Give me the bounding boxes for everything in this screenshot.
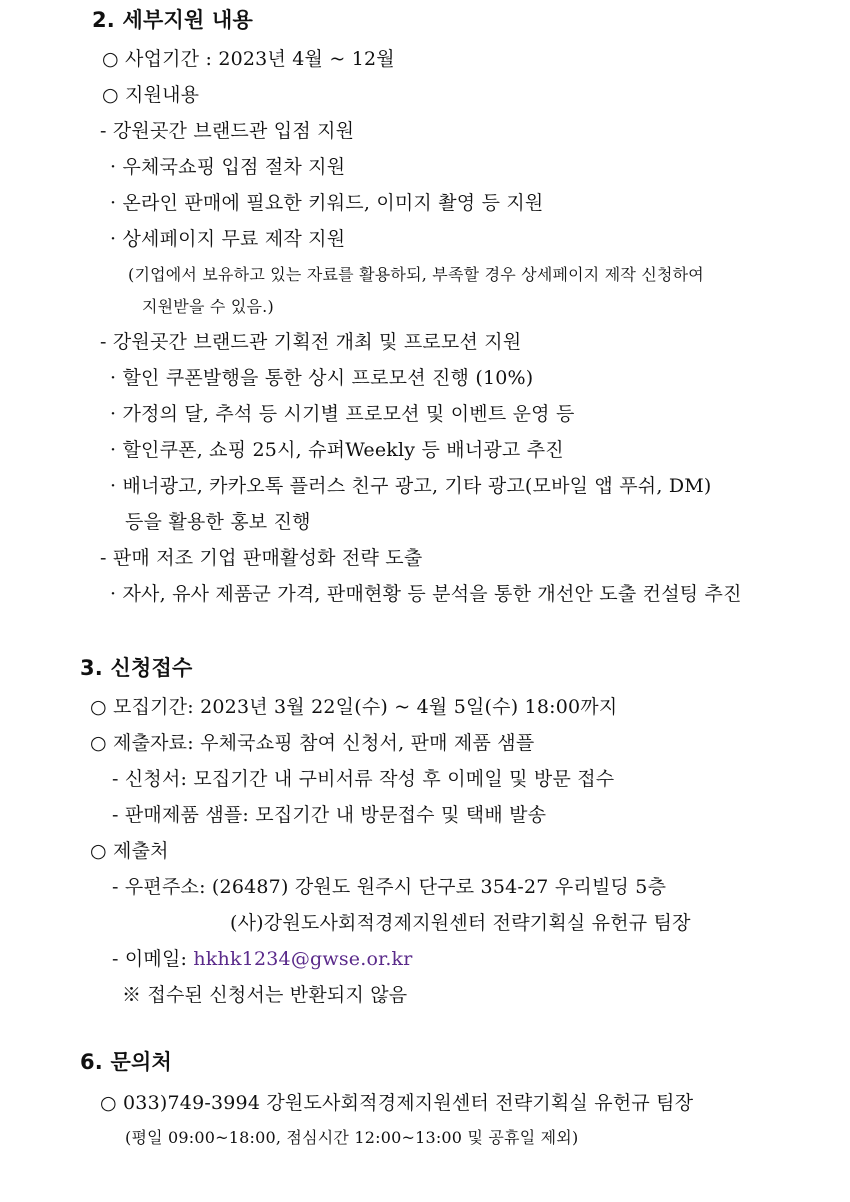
non-return-note: ※ 접수된 신청서는 반환되지 않음 bbox=[122, 984, 408, 1006]
group-2-item-1: · 할인 쿠폰발행을 통한 상시 프로모션 진행 (10%) bbox=[110, 367, 534, 389]
project-period: ○ 사업기간 : 2023년 4월 ~ 12월 bbox=[102, 48, 395, 70]
section-2-title: 2. 세부지원 내용 bbox=[92, 8, 253, 32]
email-line bbox=[112, 947, 413, 971]
docs-sample: - 판매제품 샘플: 모집기간 내 방문접수 및 택배 발송 bbox=[112, 804, 547, 826]
section-3-title: 3. 신청접수 bbox=[80, 656, 193, 680]
docs-application: - 신청서: 모집기간 내 구비서류 작성 후 이메일 및 방문 접수 bbox=[112, 768, 615, 790]
group-2-item-2: · 가정의 달, 추석 등 시기별 프로모션 및 이벤트 운영 등 bbox=[110, 403, 575, 425]
group-1-note-line-1: (기업에서 보유하고 있는 자료를 활용하되, 부족할 경우 상세페이지 제작 신청하여 bbox=[128, 265, 704, 284]
group-2-item-3: · 할인쿠폰, 쇼핑 25시, 슈퍼Weekly 등 배너광고 추진 bbox=[110, 439, 564, 461]
submission-docs: ○ 제출자료: 우체국쇼핑 참여 신청서, 판매 제품 샘플 bbox=[90, 732, 535, 754]
postal-recipient: (사)강원도사회적경제지원센터 전략기획실 유헌규 팀장 bbox=[230, 912, 691, 934]
group-3-item-1: · 자사, 유사 제품군 가격, 판매현황 등 분석을 통한 개선안 도출 컨설팅 추진 bbox=[110, 583, 742, 605]
group-1-item-1: · 우체국쇼핑 입점 절차 지원 bbox=[110, 156, 346, 178]
email-label: - 이메일: bbox=[112, 948, 194, 970]
group-1-item-3: · 상세페이지 무료 제작 지원 bbox=[110, 228, 346, 250]
email-link[interactable]: hkhk1234@gwse.or.kr bbox=[193, 948, 413, 970]
group-2-heading: - 강원곳간 브랜드관 기획전 개최 및 프로모션 지원 bbox=[100, 331, 522, 353]
section-6-title: 6. 문의처 bbox=[80, 1050, 172, 1074]
group-2-item-4-line-1: · 배너광고, 카카오톡 플러스 친구 광고, 기타 광고(모바일 앱 푸쉬, DM) bbox=[110, 475, 712, 497]
contact-line: ○ 033)749-3994 강원도사회적경제지원센터 전략기획실 유헌규 팀장 bbox=[100, 1092, 694, 1114]
support-contents-heading: ○ 지원내용 bbox=[102, 84, 200, 106]
recruit-period: ○ 모집기간: 2023년 3월 22일(수) ~ 4월 5일(수) 18:00까지 bbox=[90, 696, 618, 718]
group-1-note-line-2: 지원받을 수 있음.) bbox=[142, 297, 274, 316]
postal-address: - 우편주소: (26487) 강원도 원주시 단구로 354-27 우리빌딩 5층 bbox=[112, 876, 667, 898]
submission-place: ○ 제출처 bbox=[90, 840, 169, 862]
group-2-item-4-line-2: 등을 활용한 홍보 진행 bbox=[125, 511, 311, 533]
business-hours: (평일 09:00~18:00, 점심시간 12:00~13:00 및 공휴일 제외) bbox=[125, 1128, 579, 1147]
group-1-heading: - 강원곳간 브랜드관 입점 지원 bbox=[100, 120, 355, 142]
group-1-item-2: · 온라인 판매에 필요한 키워드, 이미지 촬영 등 지원 bbox=[110, 192, 544, 214]
group-3-heading: - 판매 저조 기업 판매활성화 전략 도출 bbox=[100, 547, 423, 569]
